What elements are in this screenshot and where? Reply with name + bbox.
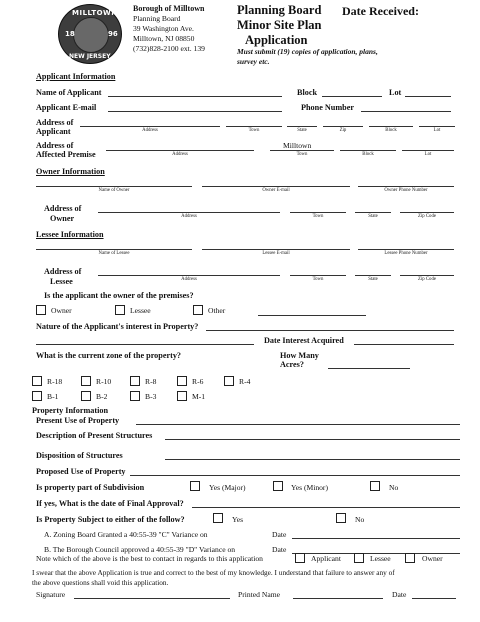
zone-b2-checkbox[interactable] <box>81 391 91 401</box>
acres-label-2: Acres? <box>280 360 304 369</box>
affected-town-field[interactable] <box>270 150 334 151</box>
subdivision-no-checkbox[interactable] <box>370 481 380 491</box>
owner-question: Is the applicant the owner of the premises? <box>44 291 194 300</box>
zone-r6-label: R-6 <box>192 377 204 386</box>
address-of-owner-label-1: Address of <box>44 204 82 213</box>
seal-top-text: MILLTOWN <box>72 9 118 17</box>
address-of-lessee-label-2: Lessee <box>50 277 73 286</box>
caption-lessee-address: Address <box>181 277 197 282</box>
subject-no-checkbox[interactable] <box>336 513 346 523</box>
zone-b3-label: B-3 <box>145 392 157 401</box>
printed-name-label: Printed Name <box>238 590 280 599</box>
date-interest-field[interactable] <box>354 344 454 345</box>
owner-option-label: Owner <box>51 306 72 315</box>
present-structures-label: Description of Present Structures <box>36 431 153 440</box>
zone-b3-checkbox[interactable] <box>130 391 140 401</box>
zone-r10-checkbox[interactable] <box>81 376 91 386</box>
acres-label-1: How Many <box>280 351 319 360</box>
org-address: 39 Washington Ave. <box>133 24 194 33</box>
lessee-town-field[interactable] <box>290 275 346 276</box>
zone-m1-label: M-1 <box>192 392 206 401</box>
present-use-label: Present Use of Property <box>36 416 120 425</box>
zone-b1-label: B-1 <box>47 392 59 401</box>
contact-owner-checkbox[interactable] <box>405 553 415 563</box>
lessee-option-label: Lessee <box>130 306 151 315</box>
caption-block: Block <box>385 128 397 133</box>
subdivision-minor-checkbox[interactable] <box>273 481 283 491</box>
interest-field-line-2[interactable] <box>36 344 254 345</box>
applicant-lot-field[interactable] <box>419 126 455 127</box>
zone-r18-label: R-18 <box>47 377 63 386</box>
affected-town-value: Milltown <box>283 141 312 150</box>
block-field[interactable] <box>322 96 382 97</box>
address-of-applicant-label-2: Applicant <box>36 127 71 136</box>
owner-name-field[interactable] <box>36 186 192 187</box>
caption-lessee-email: Lessee E-mail <box>262 251 290 256</box>
caption-zip: Zip <box>339 128 347 133</box>
zone-question: What is the current zone of the property? <box>36 351 182 360</box>
address-of-lessee-label-1: Address of <box>44 267 82 276</box>
caption-owner-email: Owner E-mail <box>262 188 290 193</box>
proposed-use-field[interactable] <box>130 475 460 476</box>
zone-r4-label: R-4 <box>239 377 251 386</box>
applicant-heading: Applicant Information <box>36 72 116 81</box>
phone-number-field[interactable] <box>361 111 451 112</box>
zone-r18-checkbox[interactable] <box>32 376 42 386</box>
contact-lessee-checkbox[interactable] <box>354 553 364 563</box>
contact-applicant-label: Applicant <box>311 554 341 563</box>
certification-line-2: the above questions shall void this application. <box>32 578 169 587</box>
lessee-phone-field[interactable] <box>358 249 454 250</box>
org-phone: (732)828-2100 ext. 139 <box>133 44 205 53</box>
lessee-state-field[interactable] <box>355 275 391 276</box>
applicant-town-field[interactable] <box>226 126 282 127</box>
title-line-2: Minor Site Plan <box>237 18 322 32</box>
caption-lot: Lot <box>433 128 441 133</box>
other-option-label: Other <box>208 306 226 315</box>
contact-owner-label: Owner <box>422 554 443 563</box>
seal-left-year: 18 <box>65 30 75 38</box>
variance-b-label: B. The Borough Council approved a 40:55-39 "D" Variance on <box>44 545 236 554</box>
affected-premise-label-1: Address of <box>36 141 74 150</box>
owner-zip-field[interactable] <box>400 212 454 213</box>
caption-owner-state: State <box>368 214 378 219</box>
caption-state: State <box>297 128 307 133</box>
owner-phone-field[interactable] <box>358 186 454 187</box>
subject-yes-checkbox[interactable] <box>213 513 223 523</box>
title-line-3: Application <box>245 33 308 47</box>
signature-field[interactable] <box>74 598 230 599</box>
owner-town-field[interactable] <box>290 212 346 213</box>
interest-question: Nature of the Applicant's interest in Property? <box>36 322 199 331</box>
subdivision-minor-label: Yes (Minor) <box>291 483 328 492</box>
date-field[interactable] <box>412 598 456 599</box>
lessee-address-field[interactable] <box>98 275 280 276</box>
subdivision-major-checkbox[interactable] <box>190 481 200 491</box>
applicant-email-field[interactable] <box>108 111 282 112</box>
caption-lessee-name: Name of Lessee <box>98 251 130 256</box>
caption-affected-town: Town <box>296 152 308 157</box>
zone-m1-checkbox[interactable] <box>177 391 187 401</box>
org-dept: Planning Board <box>133 14 181 23</box>
subdivision-question: Is property part of Subdivision <box>36 483 145 492</box>
caption-town: Town <box>248 128 260 133</box>
caption-owner-town: Town <box>312 214 324 219</box>
subject-no-label: No <box>355 515 365 524</box>
address-of-owner-label-2: Owner <box>50 214 75 223</box>
caption-address: Address <box>142 128 158 133</box>
caption-lessee-phone: Lessee Phone Number <box>384 251 428 256</box>
applicant-state-field[interactable] <box>287 126 317 127</box>
affected-address-field[interactable] <box>106 150 254 151</box>
applicant-zip-field[interactable] <box>323 126 363 127</box>
other-checkbox[interactable] <box>193 305 203 315</box>
contact-note: Note which of the above is the best to contact in regards to this application <box>36 554 263 563</box>
subdivision-major-label: Yes (Major) <box>209 483 246 492</box>
other-specify-field[interactable] <box>258 315 366 316</box>
lessee-checkbox[interactable] <box>115 305 125 315</box>
property-heading: Property Information <box>32 406 109 415</box>
interest-field[interactable] <box>206 330 454 331</box>
block-label: Block <box>297 88 318 97</box>
phone-number-label: Phone Number <box>301 103 354 112</box>
name-of-applicant-label: Name of Applicant <box>36 88 102 97</box>
lessee-zip-field[interactable] <box>400 275 454 276</box>
caption-affected-lot: Lot <box>424 152 432 157</box>
submission-note-2: survey etc. <box>237 57 270 66</box>
affected-block-field[interactable] <box>340 150 396 151</box>
affected-lot-field[interactable] <box>402 150 454 151</box>
lessee-name-field[interactable] <box>36 249 192 250</box>
zone-r8-label: R-8 <box>145 377 157 386</box>
seal-center <box>73 17 109 53</box>
caption-affected-block: Block <box>362 152 374 157</box>
date-received-label: Date Received: <box>342 4 419 18</box>
printed-name-field[interactable] <box>293 598 383 599</box>
lot-field[interactable] <box>405 96 451 97</box>
acres-field[interactable] <box>328 368 410 369</box>
date-interest-label: Date Interest Acquired <box>264 336 344 345</box>
subdivision-no-label: No <box>389 483 399 492</box>
contact-applicant-checkbox[interactable] <box>295 553 305 563</box>
caption-lessee-state: State <box>368 277 378 282</box>
present-use-field[interactable] <box>136 424 460 425</box>
zone-r4-checkbox[interactable] <box>224 376 234 386</box>
caption-owner-address: Address <box>181 214 197 219</box>
borough-seal <box>58 4 122 64</box>
applicant-email-label: Applicant E-mail <box>36 103 97 112</box>
zone-r8-checkbox[interactable] <box>130 376 140 386</box>
caption-owner-phone: Owner Phone Number <box>384 188 428 193</box>
address-of-applicant-label-1: Address of <box>36 118 74 127</box>
zone-b1-checkbox[interactable] <box>32 391 42 401</box>
caption-lessee-zip: Zip Code <box>418 277 436 282</box>
variance-a-date-field[interactable] <box>292 538 460 539</box>
zone-r6-checkbox[interactable] <box>177 376 187 386</box>
submission-note-1: Must submit (19) copies of application, plans, <box>237 47 378 56</box>
org-name: Borough of Milltown <box>133 4 205 13</box>
seal-bottom-text: NEW JERSEY <box>69 53 111 60</box>
caption-owner-zip: Zip Code <box>418 214 436 219</box>
lot-label: Lot <box>389 88 402 97</box>
name-of-applicant-field[interactable] <box>108 96 282 97</box>
present-structures-field[interactable] <box>165 439 460 440</box>
contact-lessee-label: Lessee <box>370 554 391 563</box>
disposition-field[interactable] <box>165 459 460 460</box>
final-approval-field[interactable] <box>192 507 460 508</box>
proposed-use-label: Proposed Use of Property <box>36 467 126 476</box>
caption-lessee-town: Town <box>312 277 324 282</box>
applicant-address-field[interactable] <box>80 126 220 127</box>
disposition-label: Disposition of Structures <box>36 451 123 460</box>
caption-affected-address: Address <box>172 152 188 157</box>
lessee-heading: Lessee Information <box>36 230 104 239</box>
variance-a-date-label: Date <box>272 530 287 539</box>
zone-r10-label: R-10 <box>96 377 112 386</box>
final-approval-question: If yes, What is the date of Final Approval? <box>36 499 184 508</box>
signature-label: Signature <box>36 590 66 599</box>
affected-premise-label-2: Affected Premise <box>36 150 96 159</box>
certification-line-1: I swear that the above Application is true and correct to the best of my knowledge. I understand that failure to answer any of <box>32 568 395 577</box>
caption-owner-name: Name of Owner <box>98 188 130 193</box>
owner-heading: Owner Information <box>36 167 105 176</box>
variance-a-label: A. Zoning Board Granted a 40:55-39 "C" Variance on <box>44 530 208 539</box>
date-label: Date <box>392 590 407 599</box>
seal-right-year: 96 <box>108 30 118 38</box>
owner-address-field[interactable] <box>98 212 280 213</box>
zone-b2-label: B-2 <box>96 392 108 401</box>
org-city: Milltown, NJ 08850 <box>133 34 195 43</box>
applicant-block-field[interactable] <box>369 126 413 127</box>
owner-checkbox[interactable] <box>36 305 46 315</box>
title-line-1: Planning Board <box>237 3 322 17</box>
subject-yes-label: Yes <box>232 515 244 524</box>
owner-email-field[interactable] <box>202 186 350 187</box>
variance-b-date-label: Date <box>272 545 287 554</box>
owner-state-field[interactable] <box>355 212 391 213</box>
subject-question: Is Property Subject to either of the follow? <box>36 515 185 524</box>
lessee-email-field[interactable] <box>202 249 350 250</box>
